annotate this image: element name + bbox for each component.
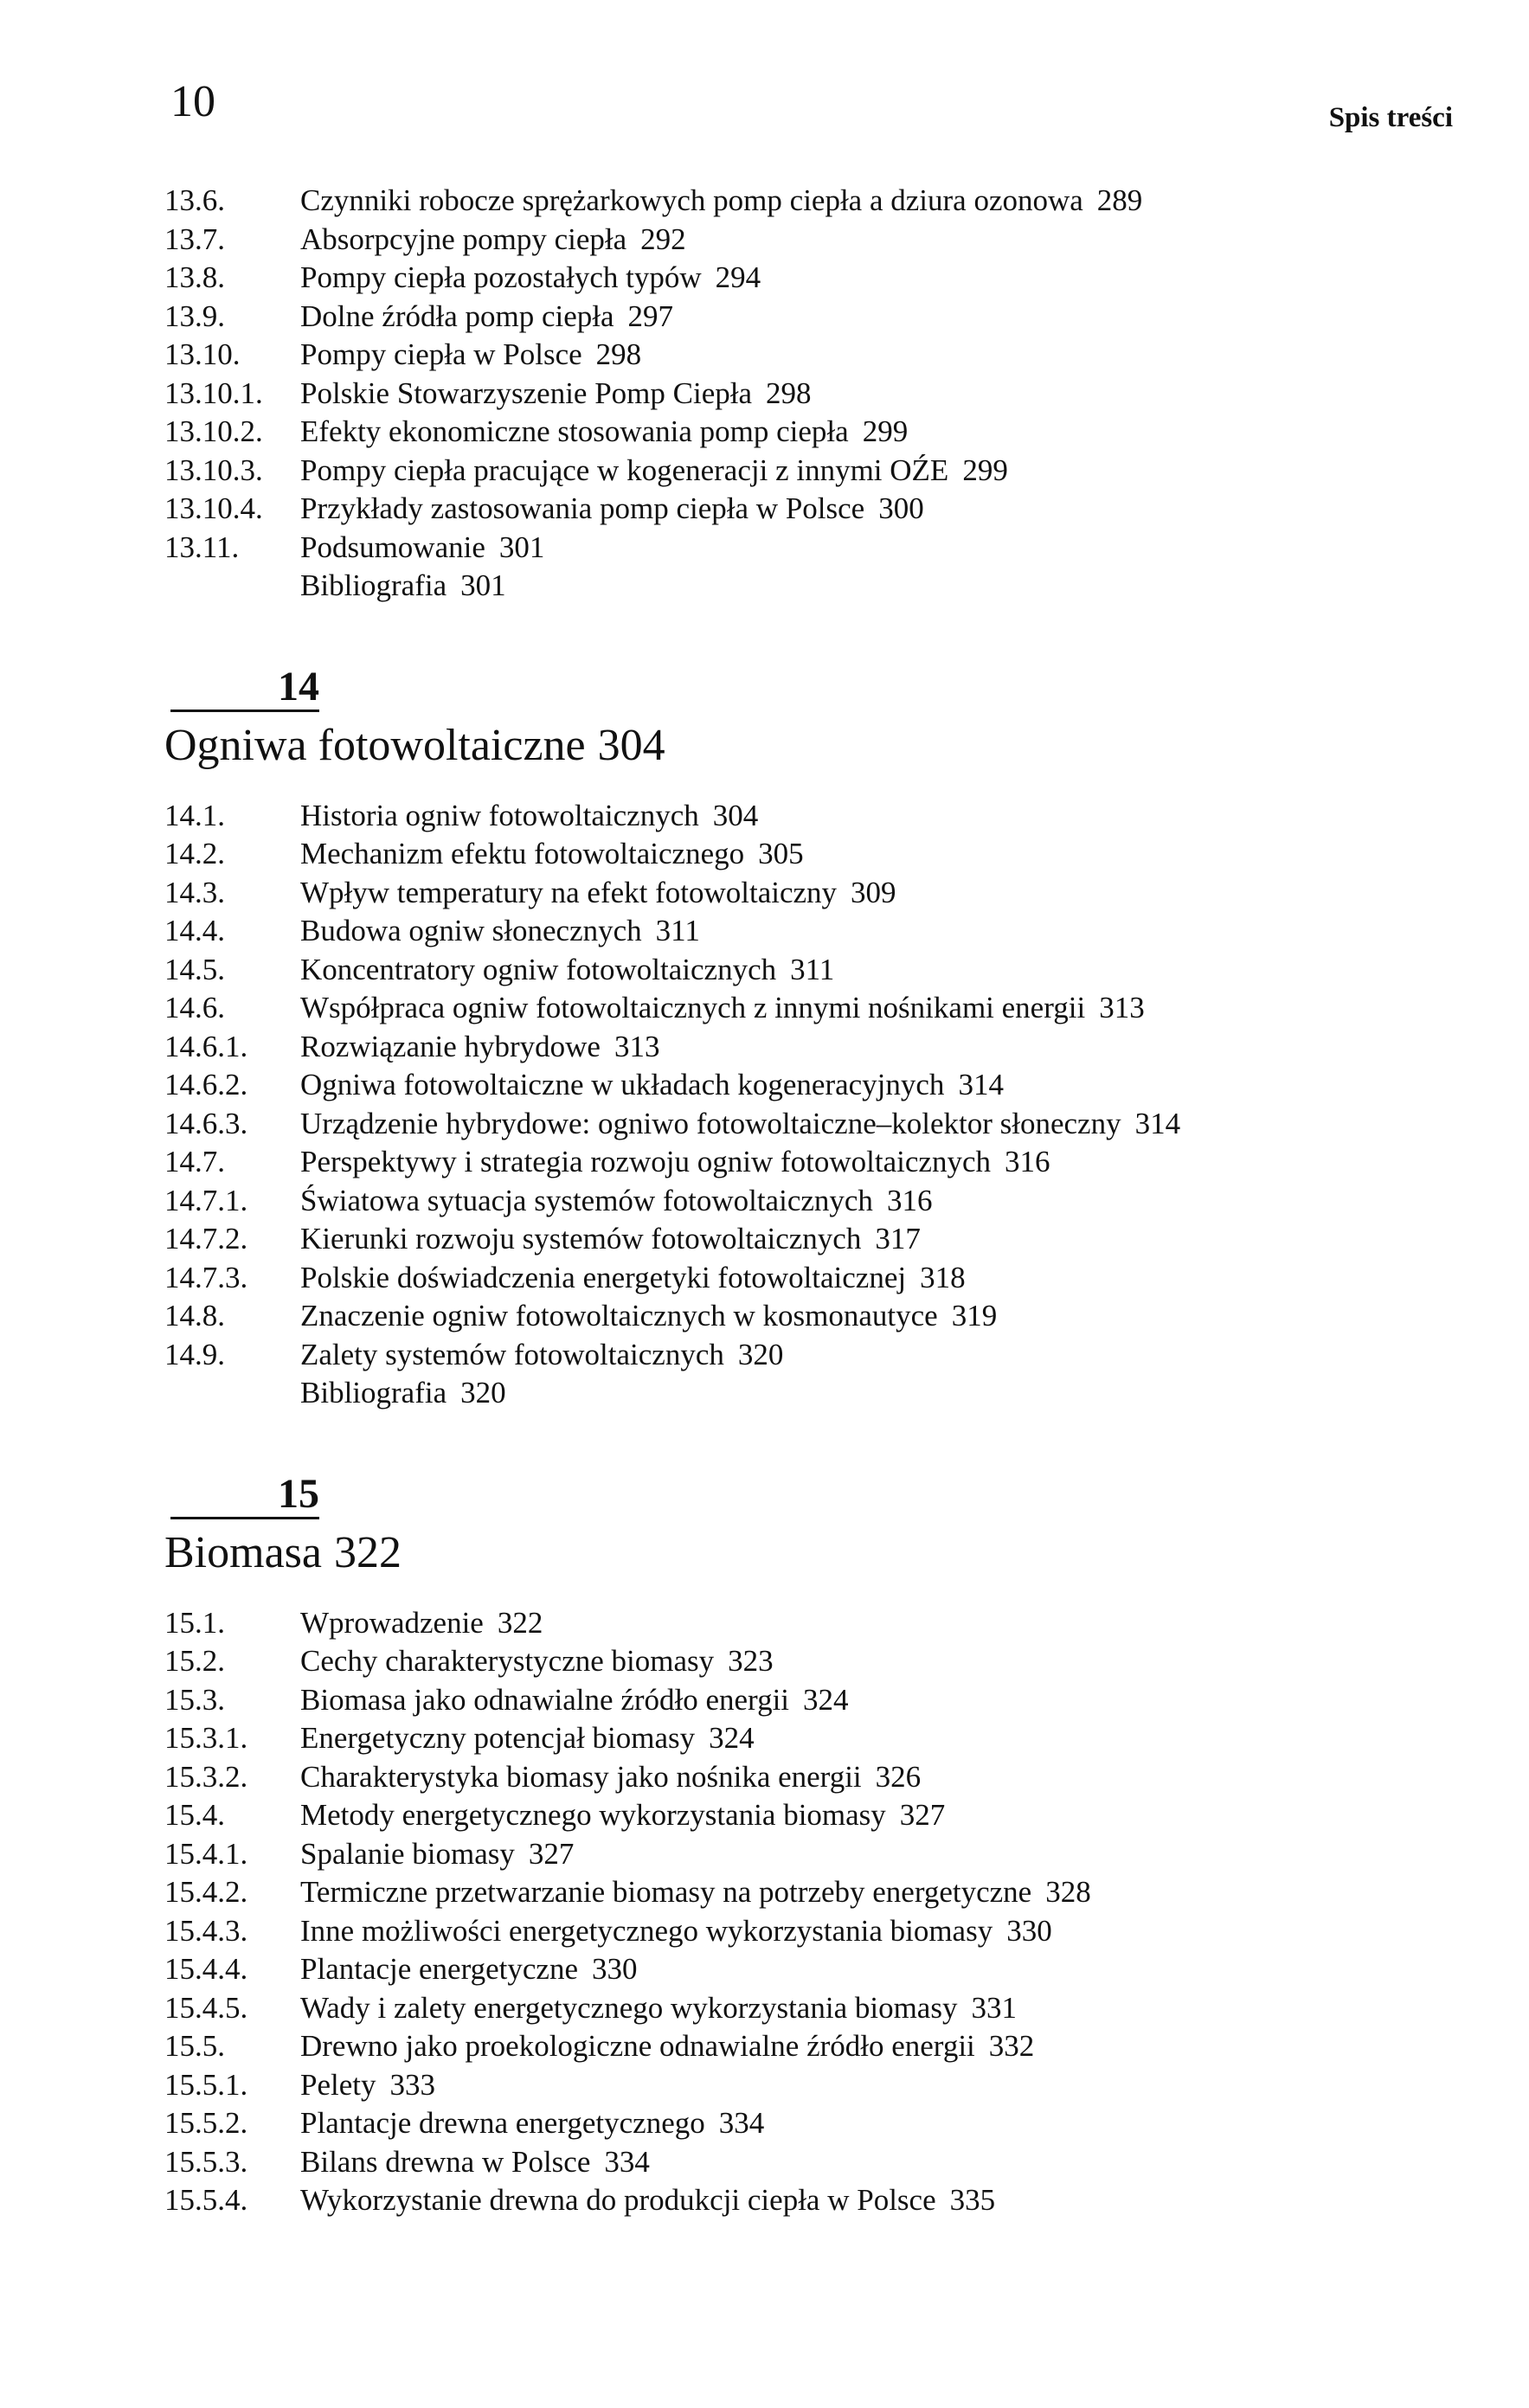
chapter-15-section <box>164 1470 1462 2220</box>
toc-entry <box>164 1066 1462 1105</box>
toc-entry-title: Plantacje energetyczne <box>300 1952 578 1986</box>
toc-entry-page: 333 <box>389 2067 435 2102</box>
toc-entry-page: 289 <box>1096 183 1143 217</box>
toc-entry <box>164 1758 1462 1797</box>
toc-entry <box>164 2104 1462 2143</box>
toc-entry-title: Cechy charakterystyczne biomasy <box>300 1644 715 1678</box>
toc-entry-page: 300 <box>878 491 924 525</box>
toc-entry <box>164 2181 1462 2220</box>
toc-entry-number: 13.10.4. <box>164 491 263 525</box>
toc-entry-number: 13.9. <box>164 299 225 333</box>
toc-entry <box>164 336 1462 375</box>
toc-entry-page: 327 <box>899 1798 946 1832</box>
chapter-heading <box>164 1470 1462 1582</box>
toc-entry-page: 311 <box>790 952 835 986</box>
toc-entry-number: 15.4.2. <box>164 1875 248 1909</box>
toc-entry-number: 14.6.3. <box>164 1106 248 1140</box>
toc-entry-page: 328 <box>1045 1875 1091 1909</box>
toc-entry <box>164 182 1462 221</box>
toc-entry <box>164 1336 1462 1375</box>
toc-entry <box>164 1297 1462 1336</box>
toc-entry-number: 14.6. <box>164 991 225 1024</box>
toc-entry-page: 320 <box>737 1337 784 1371</box>
toc-entry <box>164 951 1462 990</box>
toc-entry-page: 311 <box>655 914 700 947</box>
toc-entry-number: 14.7.1. <box>164 1183 248 1217</box>
toc-entry <box>164 1642 1462 1681</box>
toc-entry-page: 314 <box>958 1068 1004 1101</box>
toc-entry <box>164 989 1462 1028</box>
toc-entry-number: 13.10.1. <box>164 376 263 410</box>
toc-entry <box>164 1220 1462 1259</box>
toc-entry-number: 13.10.2. <box>164 414 263 448</box>
toc-entry-title: Pompy ciepła pozostałych typów <box>300 260 702 294</box>
toc-entry-number: 13.11. <box>164 530 240 564</box>
toc-entry-page: 313 <box>1099 991 1145 1024</box>
toc-entry-title: Dolne źródła pomp ciepła <box>300 299 614 333</box>
chapter-entries <box>164 797 1462 1413</box>
toc-entry <box>164 912 1462 951</box>
toc-entry <box>164 298 1462 337</box>
toc-entry-page: 294 <box>715 260 761 294</box>
toc-entry <box>164 1105 1462 1144</box>
toc-entry <box>164 1604 1462 1643</box>
toc-entry-page: 326 <box>875 1759 922 1794</box>
toc-entry-title: Efekty ekonomiczne stosowania pomp ciepła <box>300 414 849 448</box>
toc-entry-page: 316 <box>1005 1145 1050 1178</box>
toc-entry-number: 14.7. <box>164 1145 225 1178</box>
chapter-number: 14 <box>170 666 319 712</box>
toc-entry-page: 330 <box>591 1952 638 1986</box>
toc-entry-title: Plantacje drewna energetycznego <box>300 2106 705 2140</box>
toc-entry-number: 15.4.1. <box>164 1836 248 1871</box>
toc-entry-title: Przykłady zastosowania pomp ciepła w Polsce <box>300 491 865 525</box>
toc-entry-page: 313 <box>614 1029 660 1063</box>
toc-entry-title: Inne możliwości energetycznego wykorzystania biomasy <box>300 1913 993 1948</box>
toc-entry <box>164 2066 1462 2105</box>
toc-entry-title: Bibliografia <box>300 1376 447 1409</box>
toc-entry <box>164 221 1462 260</box>
toc-entry-title: Kierunki rozwoju systemów fotowoltaicznych <box>300 1222 862 1255</box>
toc-entry-number: 14.6.1. <box>164 1029 248 1063</box>
toc-entry-page: 299 <box>962 453 1008 487</box>
toc-entry-page: 322 <box>497 1605 543 1640</box>
toc-entry-title: Pompy ciepła w Polsce <box>300 337 582 371</box>
toc-entry-page: 335 <box>949 2183 996 2217</box>
toc-entry-page: 299 <box>862 414 909 448</box>
toc-entry-page: 334 <box>718 2106 765 2140</box>
toc-entry-number: 13.7. <box>164 222 225 256</box>
toc-entry-title: Wprowadzenie <box>300 1605 484 1640</box>
toc-entry-title: Ogniwa fotowoltaiczne w układach kogeneracyjnych <box>300 1068 945 1101</box>
chapter-title-text: Biomasa <box>164 1527 322 1577</box>
toc-entry-title: Energetyczny potencjał biomasy <box>300 1721 696 1755</box>
chapter-title <box>164 717 1462 774</box>
toc-entry-page: 316 <box>886 1183 933 1217</box>
toc-entry-title: Termiczne przetwarzanie biomasy na potrzeby energetyczne <box>300 1875 1032 1909</box>
toc-entry <box>164 1989 1462 2028</box>
toc-entry-number: 15.4.5. <box>164 1990 248 2025</box>
running-head: Spis treści <box>1328 102 1453 133</box>
toc-entry-title: Koncentratory ogniw fotowoltaicznych <box>300 952 777 986</box>
toc-entry <box>164 1796 1462 1835</box>
toc-entry-number: 15.2. <box>164 1644 225 1678</box>
toc-entry-title: Światowa sytuacja systemów fotowoltaicznych <box>300 1183 873 1217</box>
toc-entry-page: 331 <box>971 1990 1017 2025</box>
toc-entry <box>164 490 1462 529</box>
chapter-heading <box>164 663 1462 774</box>
toc-entry <box>164 1719 1462 1758</box>
toc-entry-title: Czynniki robocze sprężarkowych pomp ciepła a dziura ozonowa <box>300 183 1083 217</box>
chapter-title <box>164 1525 1462 1582</box>
toc-entry <box>164 452 1462 491</box>
toc-entry-title: Biomasa jako odnawialne źródło energii <box>300 1682 790 1717</box>
toc-entry-page: 324 <box>709 1721 755 1755</box>
chapter-title-page: 322 <box>333 1527 402 1577</box>
toc-entry <box>164 259 1462 298</box>
toc-entry-title: Historia ogniw fotowoltaicznych <box>300 798 699 832</box>
toc-entry-title: Polskie Stowarzyszenie Pomp Ciepła <box>300 376 753 410</box>
chapter-entries <box>164 1604 1462 2220</box>
toc-entry <box>164 797 1462 836</box>
toc-entry-page: 324 <box>803 1682 849 1717</box>
toc-entry-page: 318 <box>920 1260 966 1294</box>
chapter-number: 15 <box>170 1474 319 1519</box>
toc-entry-title: Metody energetycznego wykorzystania biomasy <box>300 1798 886 1832</box>
toc-entry-title: Absorpcyjne pompy ciepła <box>300 222 627 256</box>
toc-entry-number: 15.5.1. <box>164 2067 248 2102</box>
chapter-title-text: Ogniwa fotowoltaiczne <box>164 720 586 770</box>
toc-entry-title: Zalety systemów fotowoltaicznych <box>300 1337 724 1371</box>
chapter-title-page: 304 <box>597 720 665 770</box>
toc-entry <box>164 375 1462 414</box>
toc-entry-number: 15.4. <box>164 1798 225 1832</box>
toc-entry-page: 317 <box>875 1222 921 1255</box>
toc-entry <box>164 1835 1462 1874</box>
toc-entry-page: 314 <box>1134 1106 1181 1140</box>
toc-entry-page: 320 <box>460 1376 506 1409</box>
toc-entry <box>164 413 1462 452</box>
toc-entry-page: 304 <box>712 798 759 832</box>
toc-entry-title: Urządzenie hybrydowe: ogniwo fotowoltaiczne–kolektor słoneczny <box>300 1106 1121 1140</box>
toc-entry-page: 309 <box>851 875 896 909</box>
toc-entry-page: 305 <box>758 837 804 870</box>
toc-entry <box>164 1873 1462 1912</box>
toc-entry-page: 301 <box>460 568 506 602</box>
toc-entry-title: Budowa ogniw słonecznych <box>300 914 642 947</box>
toc-entry-number: 15.5.4. <box>164 2183 248 2217</box>
toc-entry-title: Wpływ temperatury na efekt fotowoltaiczny <box>300 875 838 909</box>
toc-entry-title: Perspektywy i strategia rozwoju ogniw fotowoltaicznych <box>300 1145 991 1178</box>
toc-entry <box>164 1028 1462 1067</box>
toc-entry-title: Drewno jako proekologiczne odnawialne źródło energii <box>300 2029 975 2063</box>
toc-entry-page: 301 <box>498 530 545 564</box>
toc-entry-number: 15.5. <box>164 2029 225 2063</box>
toc-entry-page: 298 <box>595 337 642 371</box>
toc-entry <box>164 2027 1462 2066</box>
toc-entry-title: Wykorzystanie drewna do produkcji ciepła w Polsce <box>300 2183 936 2217</box>
toc-entry <box>164 1259 1462 1298</box>
toc-entry-title: Podsumowanie <box>300 530 485 564</box>
toc-entry <box>164 1143 1462 1182</box>
toc-entry-number: 14.5. <box>164 952 225 986</box>
toc-entry-number: 15.5.3. <box>164 2144 248 2179</box>
toc-entry-page: 327 <box>528 1836 575 1871</box>
toc-entry-number: 13.10. <box>164 337 241 371</box>
toc-entry-number: 15.5.2. <box>164 2106 248 2140</box>
toc-entry <box>164 567 1462 606</box>
toc-entry-title: Pelety <box>300 2067 376 2102</box>
toc-entry <box>164 1182 1462 1221</box>
toc-entry-page: 323 <box>728 1644 774 1678</box>
toc-entry-page: 297 <box>627 299 674 333</box>
toc-entry-page: 298 <box>766 376 812 410</box>
toc-entry-title: Współpraca ogniw fotowoltaicznych z innymi nośnikami energii <box>300 991 1086 1024</box>
toc-entry <box>164 835 1462 874</box>
toc-entry-title: Charakterystyka biomasy jako nośnika energii <box>300 1759 862 1794</box>
toc-entry <box>164 1912 1462 1951</box>
toc-entry-title: Wady i zalety energetycznego wykorzystania biomasy <box>300 1990 958 2025</box>
toc-entry-number: 14.2. <box>164 837 225 870</box>
toc-entry <box>164 1374 1462 1413</box>
toc-entry-number: 15.4.3. <box>164 1913 248 1948</box>
toc-entry-number: 13.6. <box>164 183 225 217</box>
toc-entry-page: 334 <box>604 2144 650 2179</box>
toc-entry-title: Pompy ciepła pracujące w kogeneracji z innymi OŹE <box>300 453 949 487</box>
toc-entry-number: 14.4. <box>164 914 225 947</box>
toc-entry-page: 330 <box>1006 1913 1052 1948</box>
toc-entry-title: Bilans drewna w Polsce <box>300 2144 591 2179</box>
toc-entry-number: 14.8. <box>164 1299 225 1332</box>
toc-entry-title: Rozwiązanie hybrydowe <box>300 1029 601 1063</box>
toc-entry-number: 14.7.3. <box>164 1260 248 1294</box>
toc-entry-page: 319 <box>951 1299 998 1332</box>
toc-entry-number: 14.3. <box>164 875 225 909</box>
toc-entry-title: Spalanie biomasy <box>300 1836 515 1871</box>
toc-entry <box>164 874 1462 913</box>
toc-entry-title: Polskie doświadczenia energetyki fotowoltaicznej <box>300 1260 907 1294</box>
toc-entry-number: 15.3.2. <box>164 1759 248 1794</box>
toc-entry-title: Znaczenie ogniw fotowoltaicznych w kosmonautyce <box>300 1299 938 1332</box>
toc-entry-title: Bibliografia <box>300 568 447 602</box>
toc-entry-number: 15.3.1. <box>164 1721 248 1755</box>
toc-entry-number: 15.4.4. <box>164 1952 248 1986</box>
toc-entry-page: 332 <box>988 2029 1035 2063</box>
toc-entry-number: 14.1. <box>164 798 225 832</box>
toc-entry-number: 13.8. <box>164 260 225 294</box>
toc-entry-number: 14.9. <box>164 1337 225 1371</box>
toc-entry-number: 14.7.2. <box>164 1222 248 1255</box>
toc-entry <box>164 1950 1462 1989</box>
chapter-14-section <box>164 663 1462 1413</box>
toc-entry <box>164 2143 1462 2182</box>
toc-entry-number: 13.10.3. <box>164 453 263 487</box>
table-of-contents <box>164 182 1462 2220</box>
toc-entry-title: Mechanizm efektu fotowoltaicznego <box>300 837 745 870</box>
page-number: 10 <box>170 77 215 126</box>
toc-entry-page: 292 <box>640 222 686 256</box>
toc-entry-number: 15.1. <box>164 1605 225 1640</box>
toc-entry-number: 15.3. <box>164 1682 225 1717</box>
toc-entry <box>164 529 1462 568</box>
chapter-13-continuation <box>164 182 1462 606</box>
toc-entry-number: 14.6.2. <box>164 1068 248 1101</box>
toc-entry <box>164 1681 1462 1720</box>
